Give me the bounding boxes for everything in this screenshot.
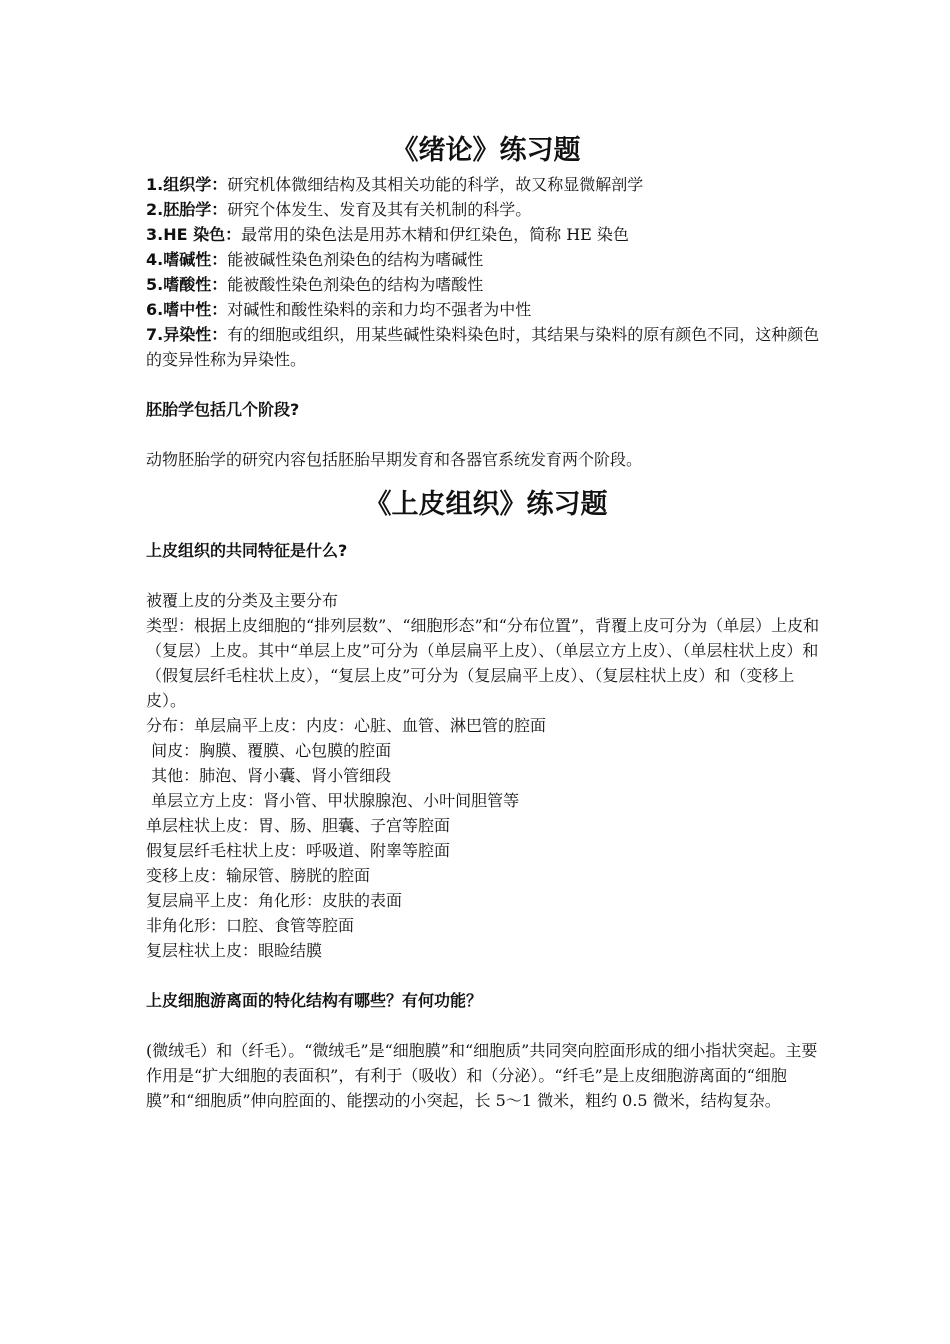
definition-term: 3.HE 染色： (146, 225, 242, 244)
spacer (146, 1013, 826, 1038)
definition-2 (146, 197, 826, 222)
answer-line: 假复层纤毛柱状上皮：呼吸道、附睾等腔面 (146, 841, 451, 860)
answer-line: 复层柱状上皮：眼睑结膜 (146, 941, 323, 960)
definition-text: 研究机体微细结构及其相关功能的科学，故又称显微解剖学 (227, 175, 644, 194)
question-free-surface-structures: 上皮细胞游离面的特化结构有哪些？有何功能？ (146, 991, 483, 1010)
definition-term: 6.嗜中性： (146, 300, 228, 319)
answer-embryology-stages: 动物胚胎学的研究内容包括胚胎早期发育和各器官系统发育两个阶段。 (146, 450, 643, 469)
definition-7 (146, 322, 826, 372)
definition-text: 能被碱性染色剂染色的结构为嗜碱性 (227, 250, 484, 269)
definition-4 (146, 247, 826, 272)
spacer (146, 563, 826, 588)
definition-text: 对碱性和酸性染料的亲和力均不强者为中性 (227, 300, 532, 319)
definition-text: 研究个体发生、发育及其有关机制的科学。 (227, 200, 532, 219)
definition-3 (146, 222, 826, 247)
answer-line: 单层柱状上皮：胃、肠、胆囊、子宫等腔面 (146, 816, 451, 835)
question-embryology-stages: 胚胎学包括几个阶段? (146, 400, 300, 419)
answer-paragraph-types: 类型：根据上皮细胞的“排列层数”、“细胞形态”和“分布位置”，背覆上皮可分为（单层）上皮和（复层）上皮。其中“单层上皮”可分为（单层扁平上皮）、（单层立方上皮）、（单层柱状上皮）和（假复层纤毛柱状上皮），“复层上皮”可分为（复层扁平上皮）、（复层柱状上皮）和（变移上皮）。 (146, 616, 820, 710)
definition-6 (146, 297, 826, 322)
definition-term: 7.异染性： (146, 325, 228, 344)
definition-term: 4.嗜碱性： (146, 250, 228, 269)
question-epithelium-features: 上皮组织的共同特征是什么? (146, 541, 348, 560)
answer-free-surface-structures: (微绒毛）和（纤毛）。“微绒毛”是“细胞膜”和“细胞质”共同突向腔面形成的细小指状突起。主要作用是“扩大细胞的表面积”，有利于（吸收）和（分泌）。“纤毛”是上皮细胞游离面的“细胞膜”和“细胞质”伸向腔面的、能摆动的小突起，长 5～1 微米，粗约 0.5 微米，结构复杂。 (146, 1041, 818, 1110)
definition-text: 能被酸性染色剂染色的结构为嗜酸性 (227, 275, 484, 294)
answer-line: 非角化形：口腔、食管等腔面 (146, 916, 355, 935)
definition-text: 最常用的染色法是用苏木精和伊红染色，简称 HE 染色 (241, 225, 629, 244)
definition-1 (146, 172, 826, 197)
answer-line: 复层扁平上皮：角化形：皮肤的表面 (146, 891, 403, 910)
definition-text: 有的细胞或组织，用某些碱性染料染色时，其结果与染料的原有颜色不同，这种颜色的变异性称为异染性。 (146, 325, 820, 369)
answer-line: 被覆上皮的分类及主要分布 (146, 591, 339, 610)
definition-term: 1.组织学： (146, 175, 228, 194)
definition-5 (146, 272, 826, 297)
spacer (146, 422, 826, 447)
answer-line: 间皮：胸膜、覆膜、心包膜的腔面 (146, 741, 392, 760)
spacer (146, 526, 826, 538)
spacer (146, 963, 826, 988)
answer-line: 分布：单层扁平上皮：内皮：心脏、血管、淋巴管的腔面 (146, 716, 547, 735)
spacer (146, 372, 826, 397)
document-body (146, 130, 826, 1113)
spacer (146, 472, 826, 484)
answer-line: 单层立方上皮：肾小管、甲状腺腺泡、小叶间胆管等 (146, 791, 520, 810)
definition-term: 2.胚胎学： (146, 200, 228, 219)
section-title-intro: 《绪论》练习题 (391, 135, 581, 166)
section-title-epithelium: 《上皮组织》练习题 (364, 489, 608, 520)
definition-term: 5.嗜酸性： (146, 275, 228, 294)
answer-line: 变移上皮：输尿管、膀胱的腔面 (146, 866, 371, 885)
answer-line: 其他：肺泡、肾小囊、肾小管细段 (146, 766, 392, 785)
